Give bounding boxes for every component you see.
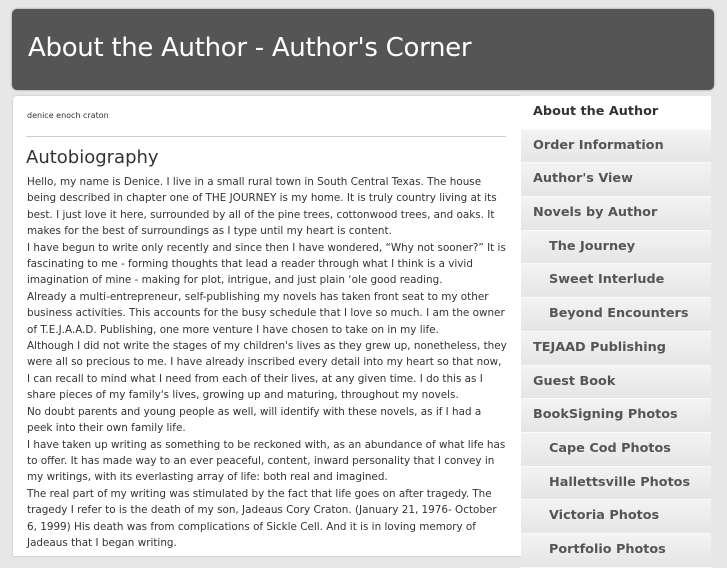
sidebar-nav: [521, 96, 711, 556]
nav-the-journey[interactable]: The Journey: [521, 231, 711, 265]
paragraph: The real part of my writing was stimulated by the fact that life goes on after tragedy. The tragedy I refer to is the death of my son, Jadeaus Cory Craton. (January 21, 1976- October 6, 1999) His death was from complications of Sickle Cell. And it is in loving memory of Jadeaus that I began writing.: [27, 487, 497, 549]
nav-sweet-interlude[interactable]: Sweet Interlude: [521, 264, 711, 298]
nav-about-the-author[interactable]: About the Author: [521, 96, 711, 130]
nav-novels-by-author[interactable]: Novels by Author: [521, 197, 711, 231]
paragraph: I have taken up writing as something to be reckoned with, as an abundance of what life has to offer. It has made way to an ever peaceful, content, inward personality that I convey in my writings, with its everlasting array of life: both real and imagined.: [27, 438, 506, 484]
nav-victoria-photos[interactable]: Victoria Photos: [521, 500, 711, 534]
page-title: About the Author - Author's Corner: [28, 33, 472, 63]
paragraph: No doubt parents and young people as well, will identify with these novels, as if I had a peek into their own family life.: [27, 405, 482, 435]
nav-hallettsville-photos[interactable]: Hallettsville Photos: [521, 467, 711, 501]
nav-guest-book[interactable]: Guest Book: [521, 366, 711, 400]
nav-beyond-encounters[interactable]: Beyond Encounters: [521, 298, 711, 332]
nav-booksigning-photos[interactable]: BookSigning Photos: [521, 399, 711, 433]
nav-cape-cod-photos[interactable]: Cape Cod Photos: [521, 433, 711, 467]
paragraph: Hello, my name is Denice. I live in a small rural town in South Central Texas. The house being described in chapter one of THE JOURNEY is my home. It is truly country living at its best. I just love it here, surrounded by all of the pine trees, cottonwood trees, and oaks. It makes for the best of surroundings as I type until my heart is content.: [27, 176, 497, 238]
paragraph: Already a multi-entrepreneur, self-publishing my novels has taken front seat to my other business activities. This accounts for the busy schedule that I love so much. I am the owner of T.E.J.A.A.D. Publishing, one more venture I have chosen to take on in my life.: [27, 290, 505, 336]
main-content: [13, 96, 521, 556]
nav-authors-view[interactable]: Author's View: [521, 163, 711, 197]
site-header: [12, 9, 714, 90]
paragraph: I have begun to write only recently and since then I have wondered, “Why not sooner?” It is fascinating to me - forming thoughts that lead a reader through what I think is a vivid imagination of mine - making for plot, intrigue, and just plain ‘ole good reading.: [27, 241, 506, 287]
author-byline: denice enoch craton: [27, 111, 109, 120]
nav-order-information[interactable]: Order Information: [521, 130, 711, 164]
paragraph: Although I did not write the stages of my children's lives as they grew up, nonetheless, they were all so precious to me. I have already inscribed every detail into my heart so that now, I can recall to mind what I need from each of their lives, at any given time. I do this as I share pieces of my family's lives, growing up and maturing, throughout my novels.: [27, 340, 507, 402]
section-title: Autobiography: [26, 147, 159, 168]
autobiography-text: [27, 174, 507, 551]
nav-portfolio-photos[interactable]: Portfolio Photos: [521, 534, 711, 568]
nav-tejaad-publishing[interactable]: TEJAAD Publishing: [521, 332, 711, 366]
content-divider: [26, 136, 506, 137]
